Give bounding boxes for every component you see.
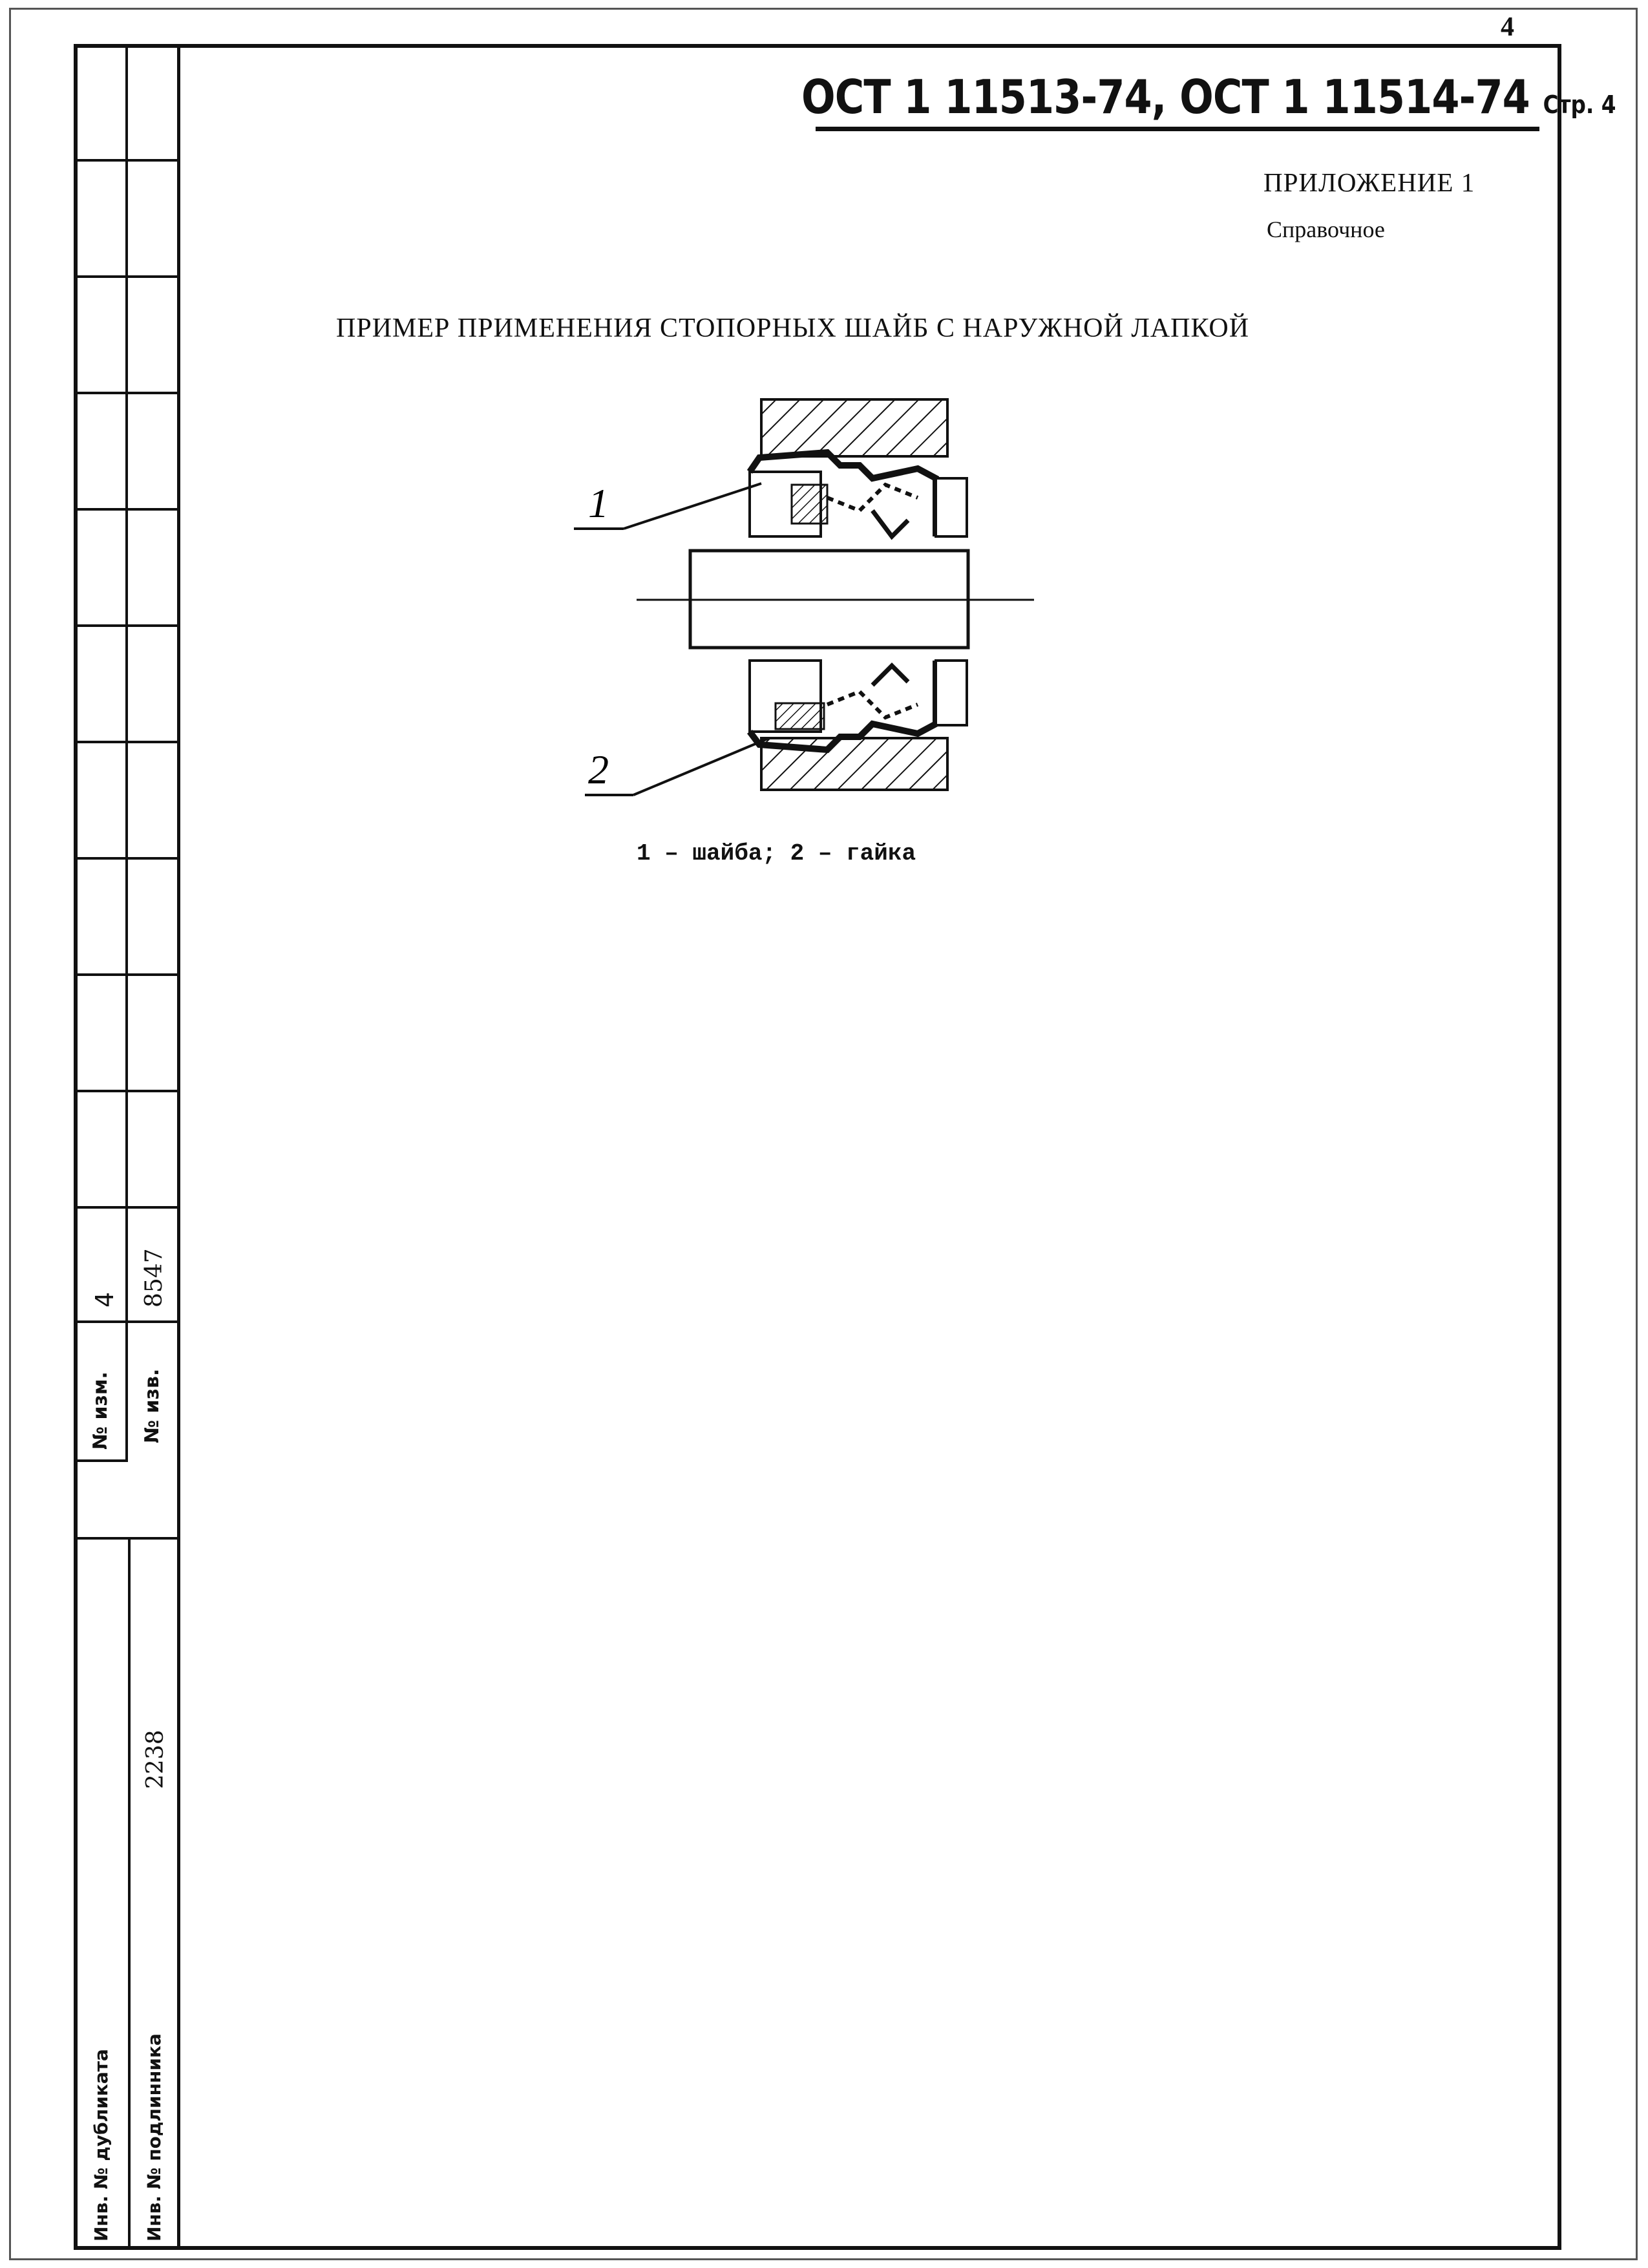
figure-title: ПРИМЕР ПРИМЕНЕНИЯ СТОПОРНЫХ ШАЙБ С НАРУЖНОЙ ЛАПКОЙ [336,313,1250,343]
assembly-drawing [556,381,1034,808]
appendix-title: ПРИЛОЖЕНИЕ 1 [1263,167,1475,197]
header-underline [816,127,1539,131]
notice-no-value: 8547 [141,1248,167,1308]
callout-label-2: 2 [588,747,609,792]
inv-orig-label: Инв. № подлинника [143,2033,165,2242]
callout-label-1: 1 [588,480,609,526]
inv-orig-value: 2238 [142,1730,169,1789]
page-number: 4 [1501,12,1514,42]
page-reference: Стр. 4 [1543,90,1616,119]
change-no-label: № изм. [89,1372,112,1450]
figure-caption: 1 – шайба; 2 – гайка [637,840,916,867]
margin-table [74,44,182,2250]
notice-no-label: № изв. [141,1368,164,1443]
standard-header [801,70,1616,124]
inv-dup-label: Инв. № дубликата [90,2049,112,2242]
drawing-frame [74,44,1561,2250]
change-no-value: 4 [90,1291,119,1308]
appendix-subtitle: Справочное [1267,217,1385,242]
housing-top [761,399,947,456]
standard-number: ОСТ 1 11513-74, ОСТ 1 11514-74 [801,70,1530,124]
